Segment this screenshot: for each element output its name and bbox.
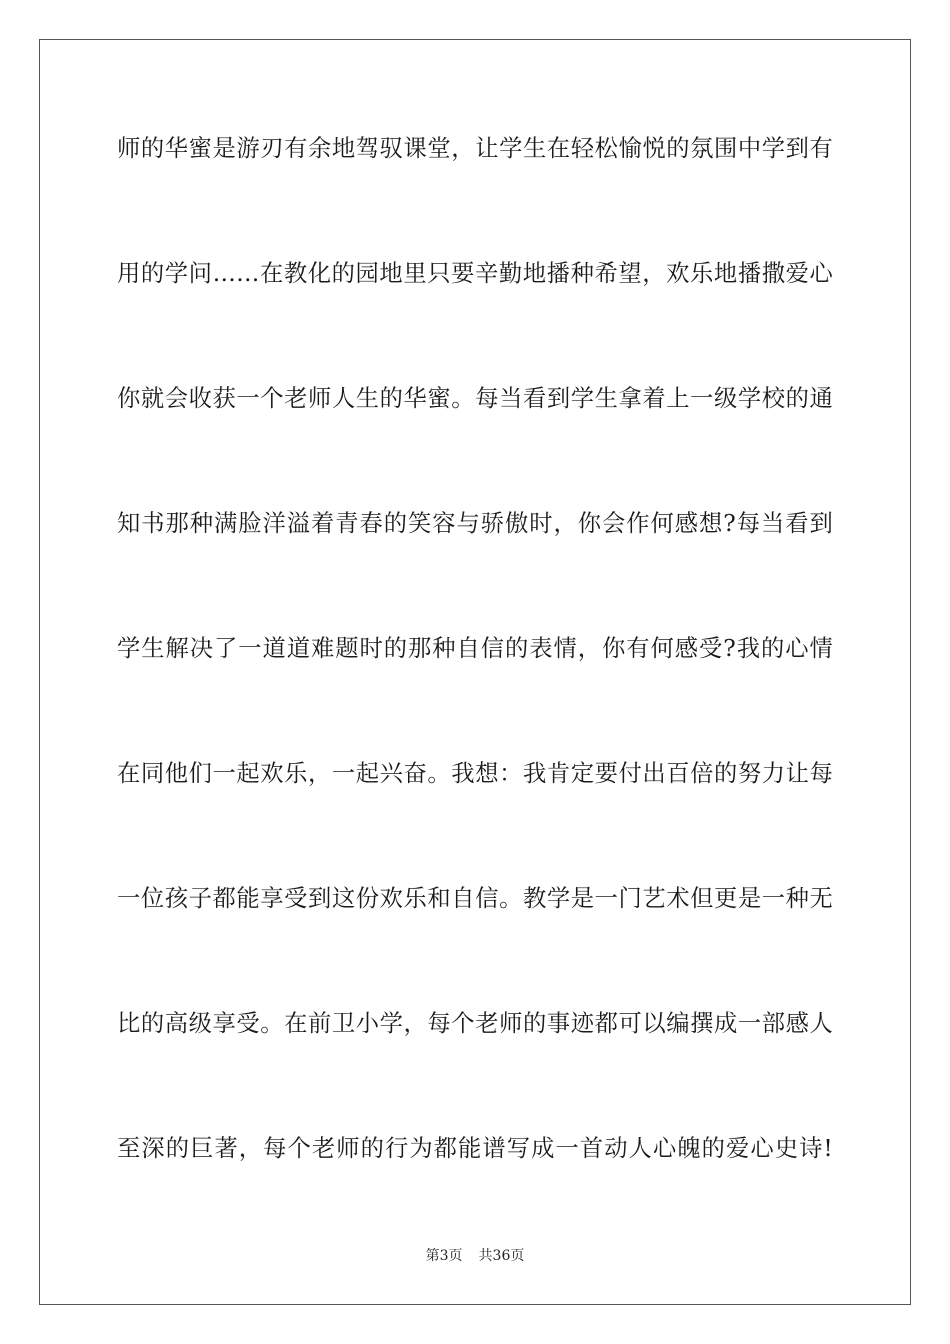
text-line: 学生解决了一道道难题时的那种自信的表情，你有何感受?我的心情 <box>117 635 833 662</box>
text-line: 在同他们一起欢乐，一起兴奋。我想：我肯定要付出百倍的努力让每 <box>117 760 833 787</box>
text-line: 比的高级享受。在前卫小学，每个老师的事迹都可以编撰成一部感人 <box>117 1010 833 1037</box>
text-line: 你就会收获一个老师人生的华蜜。每当看到学生拿着上一级学校的通 <box>117 385 833 412</box>
text-line: 至深的巨著，每个老师的行为都能谱写成一首动人心魄的爱心史诗! <box>117 1135 833 1162</box>
page-border <box>39 39 911 1305</box>
text-line: 知书那种满脸洋溢着青春的笑容与骄傲时，你会作何感想?每当看到 <box>117 510 833 537</box>
text-line: 用的学问……在教化的园地里只要辛勤地播种希望，欢乐地播撒爱心 <box>117 260 833 287</box>
page-number: 第3页 <box>425 1248 463 1264</box>
text-line: 师的华蜜是游刃有余地驾驭课堂，让学生在轻松愉悦的氛围中学到有 <box>117 135 833 162</box>
page-total: 共36页 <box>478 1248 525 1264</box>
page-footer <box>0 1245 950 1265</box>
text-line: 一位孩子都能享受到这份欢乐和自信。教学是一门艺术但更是一种无 <box>117 885 833 912</box>
